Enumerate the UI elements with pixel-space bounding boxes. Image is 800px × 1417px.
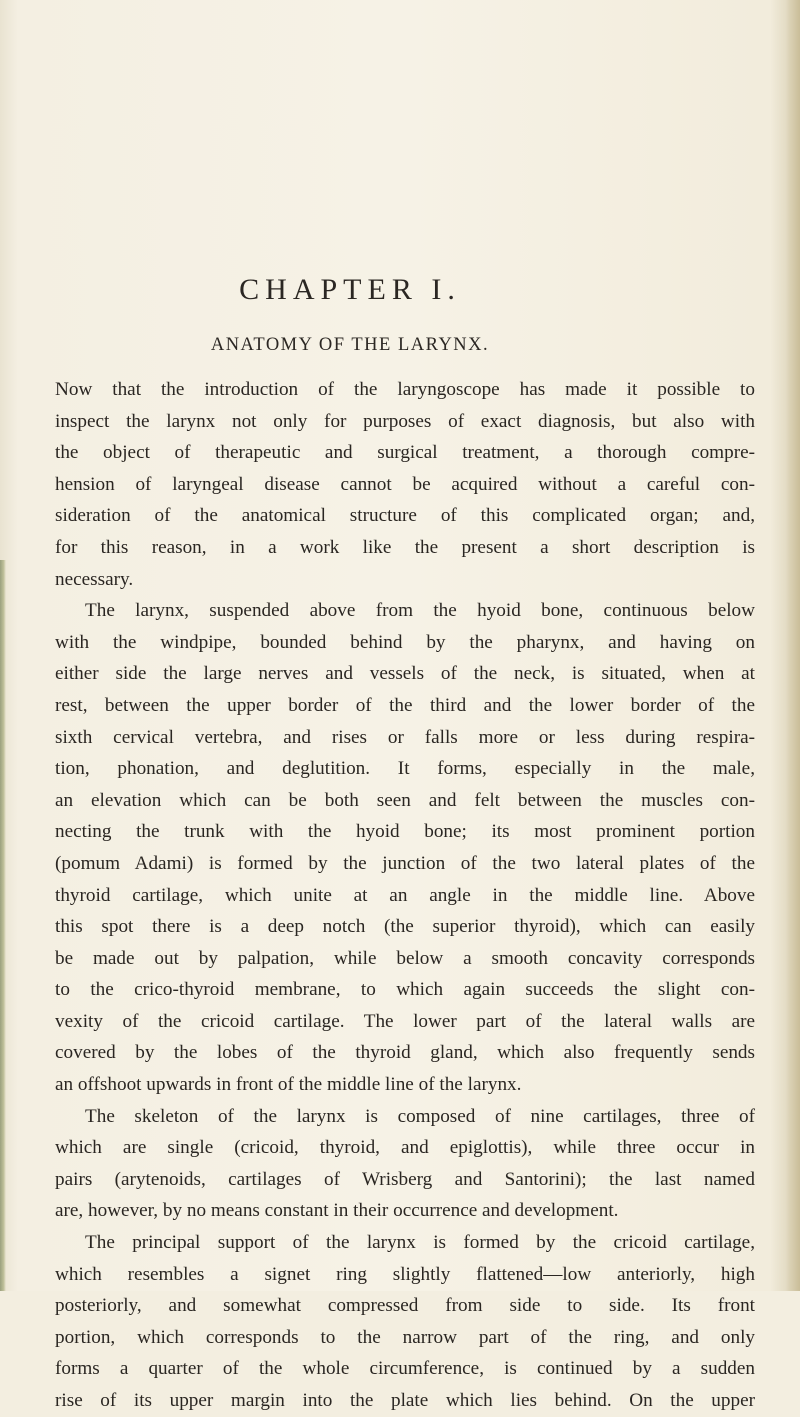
text-line: are, however, by no means constant in their occurrence and development. bbox=[55, 1200, 619, 1222]
text-line: which resembles a signet ring slightly flattened—low anteriorly, high bbox=[55, 1263, 755, 1285]
text-line: the object of therapeutic and surgical treatment, a thorough compre- bbox=[55, 442, 755, 464]
text-line: which are single (cricoid, thyroid, and epiglottis), while three occur in bbox=[55, 1137, 755, 1159]
text-line: vexity of the cricoid cartilage. The lower part of the lateral walls are bbox=[55, 1010, 755, 1032]
text-line: rise of its upper margin into the plate which lies behind. On the upper bbox=[55, 1390, 755, 1411]
text-line: The larynx, suspended above from the hyoid bone, continuous below bbox=[85, 600, 755, 622]
page-edge-right bbox=[786, 0, 800, 1291]
chapter-title: CHAPTER I. bbox=[239, 273, 461, 306]
text-line: an elevation which can be both seen and felt between the muscles con- bbox=[55, 789, 755, 811]
text-line: sideration of the anatomical structure of this complicated organ; and, bbox=[55, 505, 755, 527]
text-line: this spot there is a deep notch (the superior thyroid), which can easily bbox=[55, 916, 755, 938]
body-text bbox=[55, 374, 755, 1417]
text-line: (pomum Adami) is formed by the junction of the two lateral plates of the bbox=[55, 852, 755, 874]
text-line: hension of laryngeal disease cannot be acquired without a careful con- bbox=[55, 473, 755, 495]
text-line: tion, phonation, and deglutition. It forms, especially in the male, bbox=[55, 758, 755, 780]
text-line: thyroid cartilage, which unite at an angle in the middle line. Above bbox=[55, 884, 755, 906]
text-line: inspect the larynx not only for purposes of exact diagnosis, but also with bbox=[55, 410, 755, 432]
text-line: with the windpipe, bounded behind by the pharynx, and having on bbox=[55, 631, 755, 653]
text-line: either side the large nerves and vessels of the neck, is situated, when at bbox=[55, 663, 755, 685]
text-line: posteriorly, and somewhat compressed from side to side. Its front bbox=[55, 1295, 755, 1317]
text-line: an offshoot upwards in front of the middle line of the larynx. bbox=[55, 1074, 522, 1096]
text-line: necessary. bbox=[55, 568, 134, 590]
text-line: be made out by palpation, while below a smooth concavity corresponds bbox=[55, 947, 755, 969]
page-edge-shadow bbox=[0, 560, 6, 1291]
text-line: forms a quarter of the whole circumference, is continued by a sudden bbox=[55, 1358, 755, 1380]
text-line: The principal support of the larynx is formed by the cricoid cartilage, bbox=[85, 1232, 755, 1254]
chapter-subtitle: ANATOMY OF THE LARYNX. bbox=[210, 335, 490, 355]
text-line: pairs (arytenoids, cartilages of Wrisberg and Santorini); the last named bbox=[55, 1168, 755, 1190]
text-line: necting the trunk with the hyoid bone; its most prominent portion bbox=[55, 821, 755, 843]
text-line: for this reason, in a work like the present a short description is bbox=[55, 536, 755, 558]
text-line: sixth cervical vertebra, and rises or falls more or less during respira- bbox=[55, 726, 755, 748]
text-line: rest, between the upper border of the third and the lower border of the bbox=[55, 694, 755, 716]
text-line: covered by the lobes of the thyroid gland, which also frequently sends bbox=[55, 1042, 755, 1064]
text-line: Now that the introduction of the laryngoscope has made it possible to bbox=[55, 379, 755, 400]
text-line: The skeleton of the larynx is composed of nine cartilages, three of bbox=[85, 1105, 755, 1127]
text-line: to the crico-thyroid membrane, to which again succeeds the slight con- bbox=[55, 979, 755, 1001]
text-line: portion, which corresponds to the narrow part of the ring, and only bbox=[55, 1326, 755, 1348]
